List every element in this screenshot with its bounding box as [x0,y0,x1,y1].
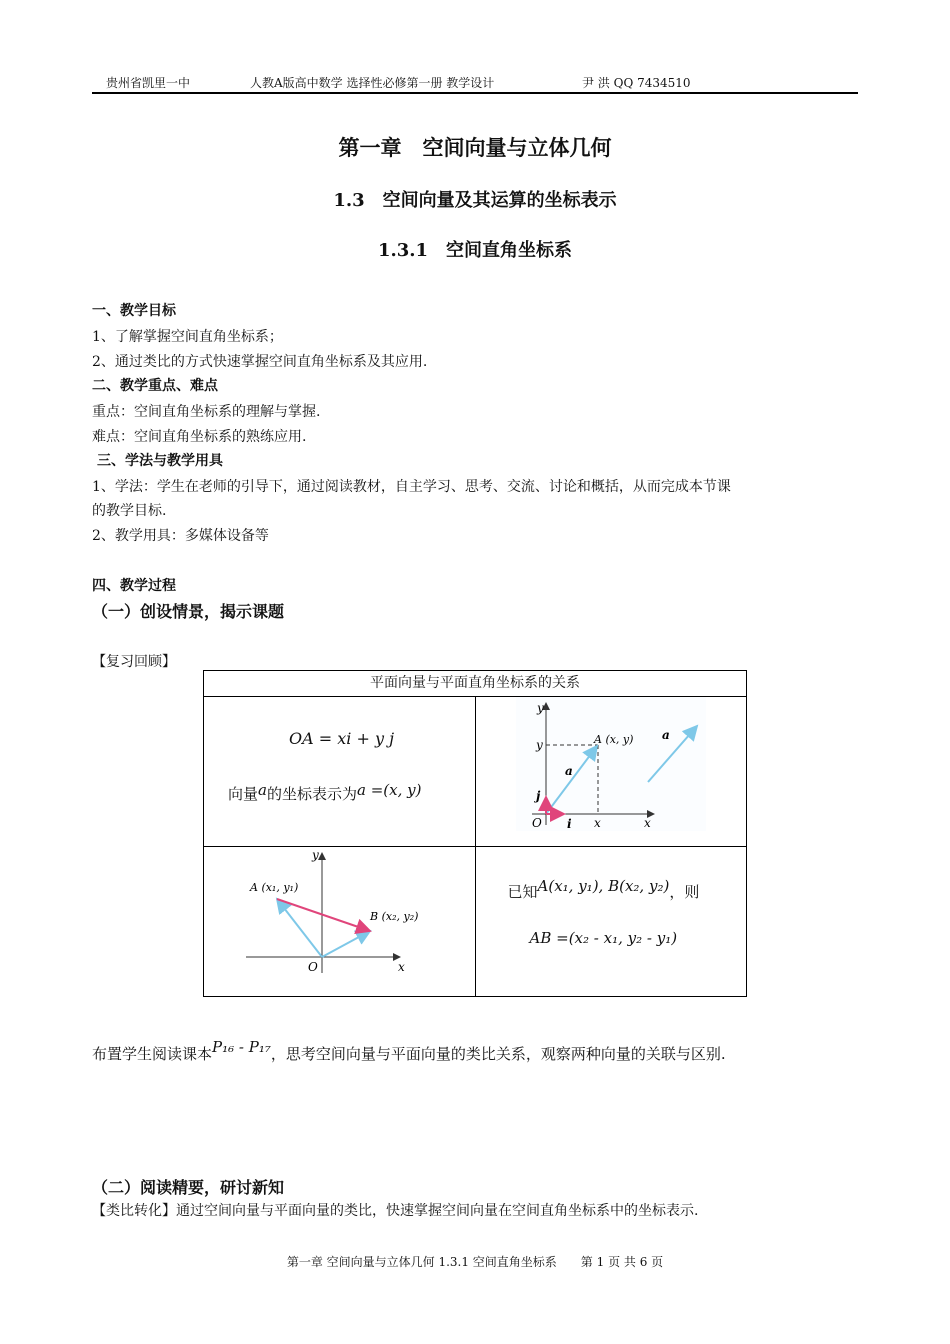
part1-heading: （一）创设情景，揭示课题 [92,602,285,621]
coord-var: a [258,781,267,799]
reading-task [92,1038,726,1064]
vector-ob [322,931,370,957]
label-y-axis: y [536,701,544,715]
label-x-axis-2: x [398,960,405,974]
reading-task-prefix: 布置学生阅读课本 [92,1045,213,1063]
label-point-a: A (x, y) [593,733,633,746]
label-x-axis: x [643,816,651,830]
label-y-tick: y [535,738,543,752]
figure-two-points [204,847,476,997]
review-label: 【复习回顾】 [92,654,176,670]
objective-item-1: 1、了解掌握空间直角坐标系； [92,329,283,345]
label-y-axis-2: y [312,848,319,862]
header-author: 尹 洪 QQ 7434510 [582,76,691,90]
label-origin-2: O [308,960,318,974]
difficulty-point: 难点：空间直角坐标系的熟练应用. [92,429,307,445]
cell-ab-formula [475,847,747,997]
ab-formula: AB =(x₂ - x₁, y₂ - y₁) [529,929,678,947]
page-footer: 第一章 空间向量与立体几何 1.3.1 空间直角坐标系 第 1 页 共 6 页 [286,1255,664,1269]
reading-task-pages: P₁₆ - P₁₇ [212,1038,271,1056]
header-school: 贵州省凯里一中 [106,76,191,90]
label-point-b-2: B (x₂, y₂) [370,910,419,923]
given-statement [508,877,700,902]
formula-oa: OA = xi + y j [289,729,395,748]
figure-vector-coordinates [476,697,748,847]
objectives-heading: 一、教学目标 [92,303,176,319]
method-item-1: 1、学法：学生在老师的引导下，通过阅读教材，自主学习、思考、交流、讨论和概括，从而完成本节课 [92,479,731,495]
given-suffix: ，则 [669,883,700,901]
method-item-2: 2、教学用具：多媒体设备等 [92,528,269,544]
page-header [92,74,858,94]
coord-statement [228,781,421,804]
table-caption: 平面向量与平面直角坐标系的关系 [204,671,747,697]
analogy-text: 【类比转化】通过空间向量与平面向量的类比，快速掌握空间向量在空间直角坐标系中的坐标表示. [92,1203,699,1219]
subsection-title: 1.3.1 空间直角坐标系 [377,240,573,261]
figure-background [516,697,706,831]
methods-heading: 三、学法与教学用具 [97,453,223,469]
label-i: i [566,817,572,831]
cell-figure-1 [475,697,747,847]
given-prefix: 已知 [507,883,538,901]
process-heading: 四、教学过程 [92,578,176,594]
cell-formula [204,697,476,847]
reading-task-suffix: ，思考空间向量与平面向量的类比关系，观察两种向量的关联与区别. [270,1045,726,1063]
label-free-a: a [661,728,670,742]
figure-mask [244,847,434,851]
comparison-table [203,670,747,997]
section-title: 1.3 空间向量及其运算的坐标表示 [333,190,617,211]
label-x-tick: x [593,816,601,830]
method-item-1-cont: 的教学目标. [92,503,167,519]
objective-item-2: 2、通过类比的方式快速掌握空间直角坐标系及其应用. [92,354,428,370]
coord-text-2: 的坐标表示为 [266,785,357,803]
label-origin: O [531,816,542,830]
key-points-heading: 二、教学重点、难点 [92,378,218,394]
part2-heading: （二）阅读精要，研讨新知 [92,1178,285,1197]
focus-point: 重点：空间直角坐标系的理解与掌握. [92,404,321,420]
coord-formula: a =(x, y) [356,781,422,799]
label-j: j [535,789,540,803]
cell-figure-2 [204,847,476,997]
given-formula: A(x₁, y₁), B(x₂, y₂) [537,877,670,895]
label-a: a [564,764,573,778]
vector-ab [277,899,370,931]
chapter-title: 第一章 空间向量与立体几何 [338,135,612,160]
header-course: 人教A版高中数学 选择性必修第一册 教学设计 [250,76,495,90]
label-point-a-2: A (x₁, y₁) [250,881,299,894]
coord-text-1: 向量 [228,785,259,803]
